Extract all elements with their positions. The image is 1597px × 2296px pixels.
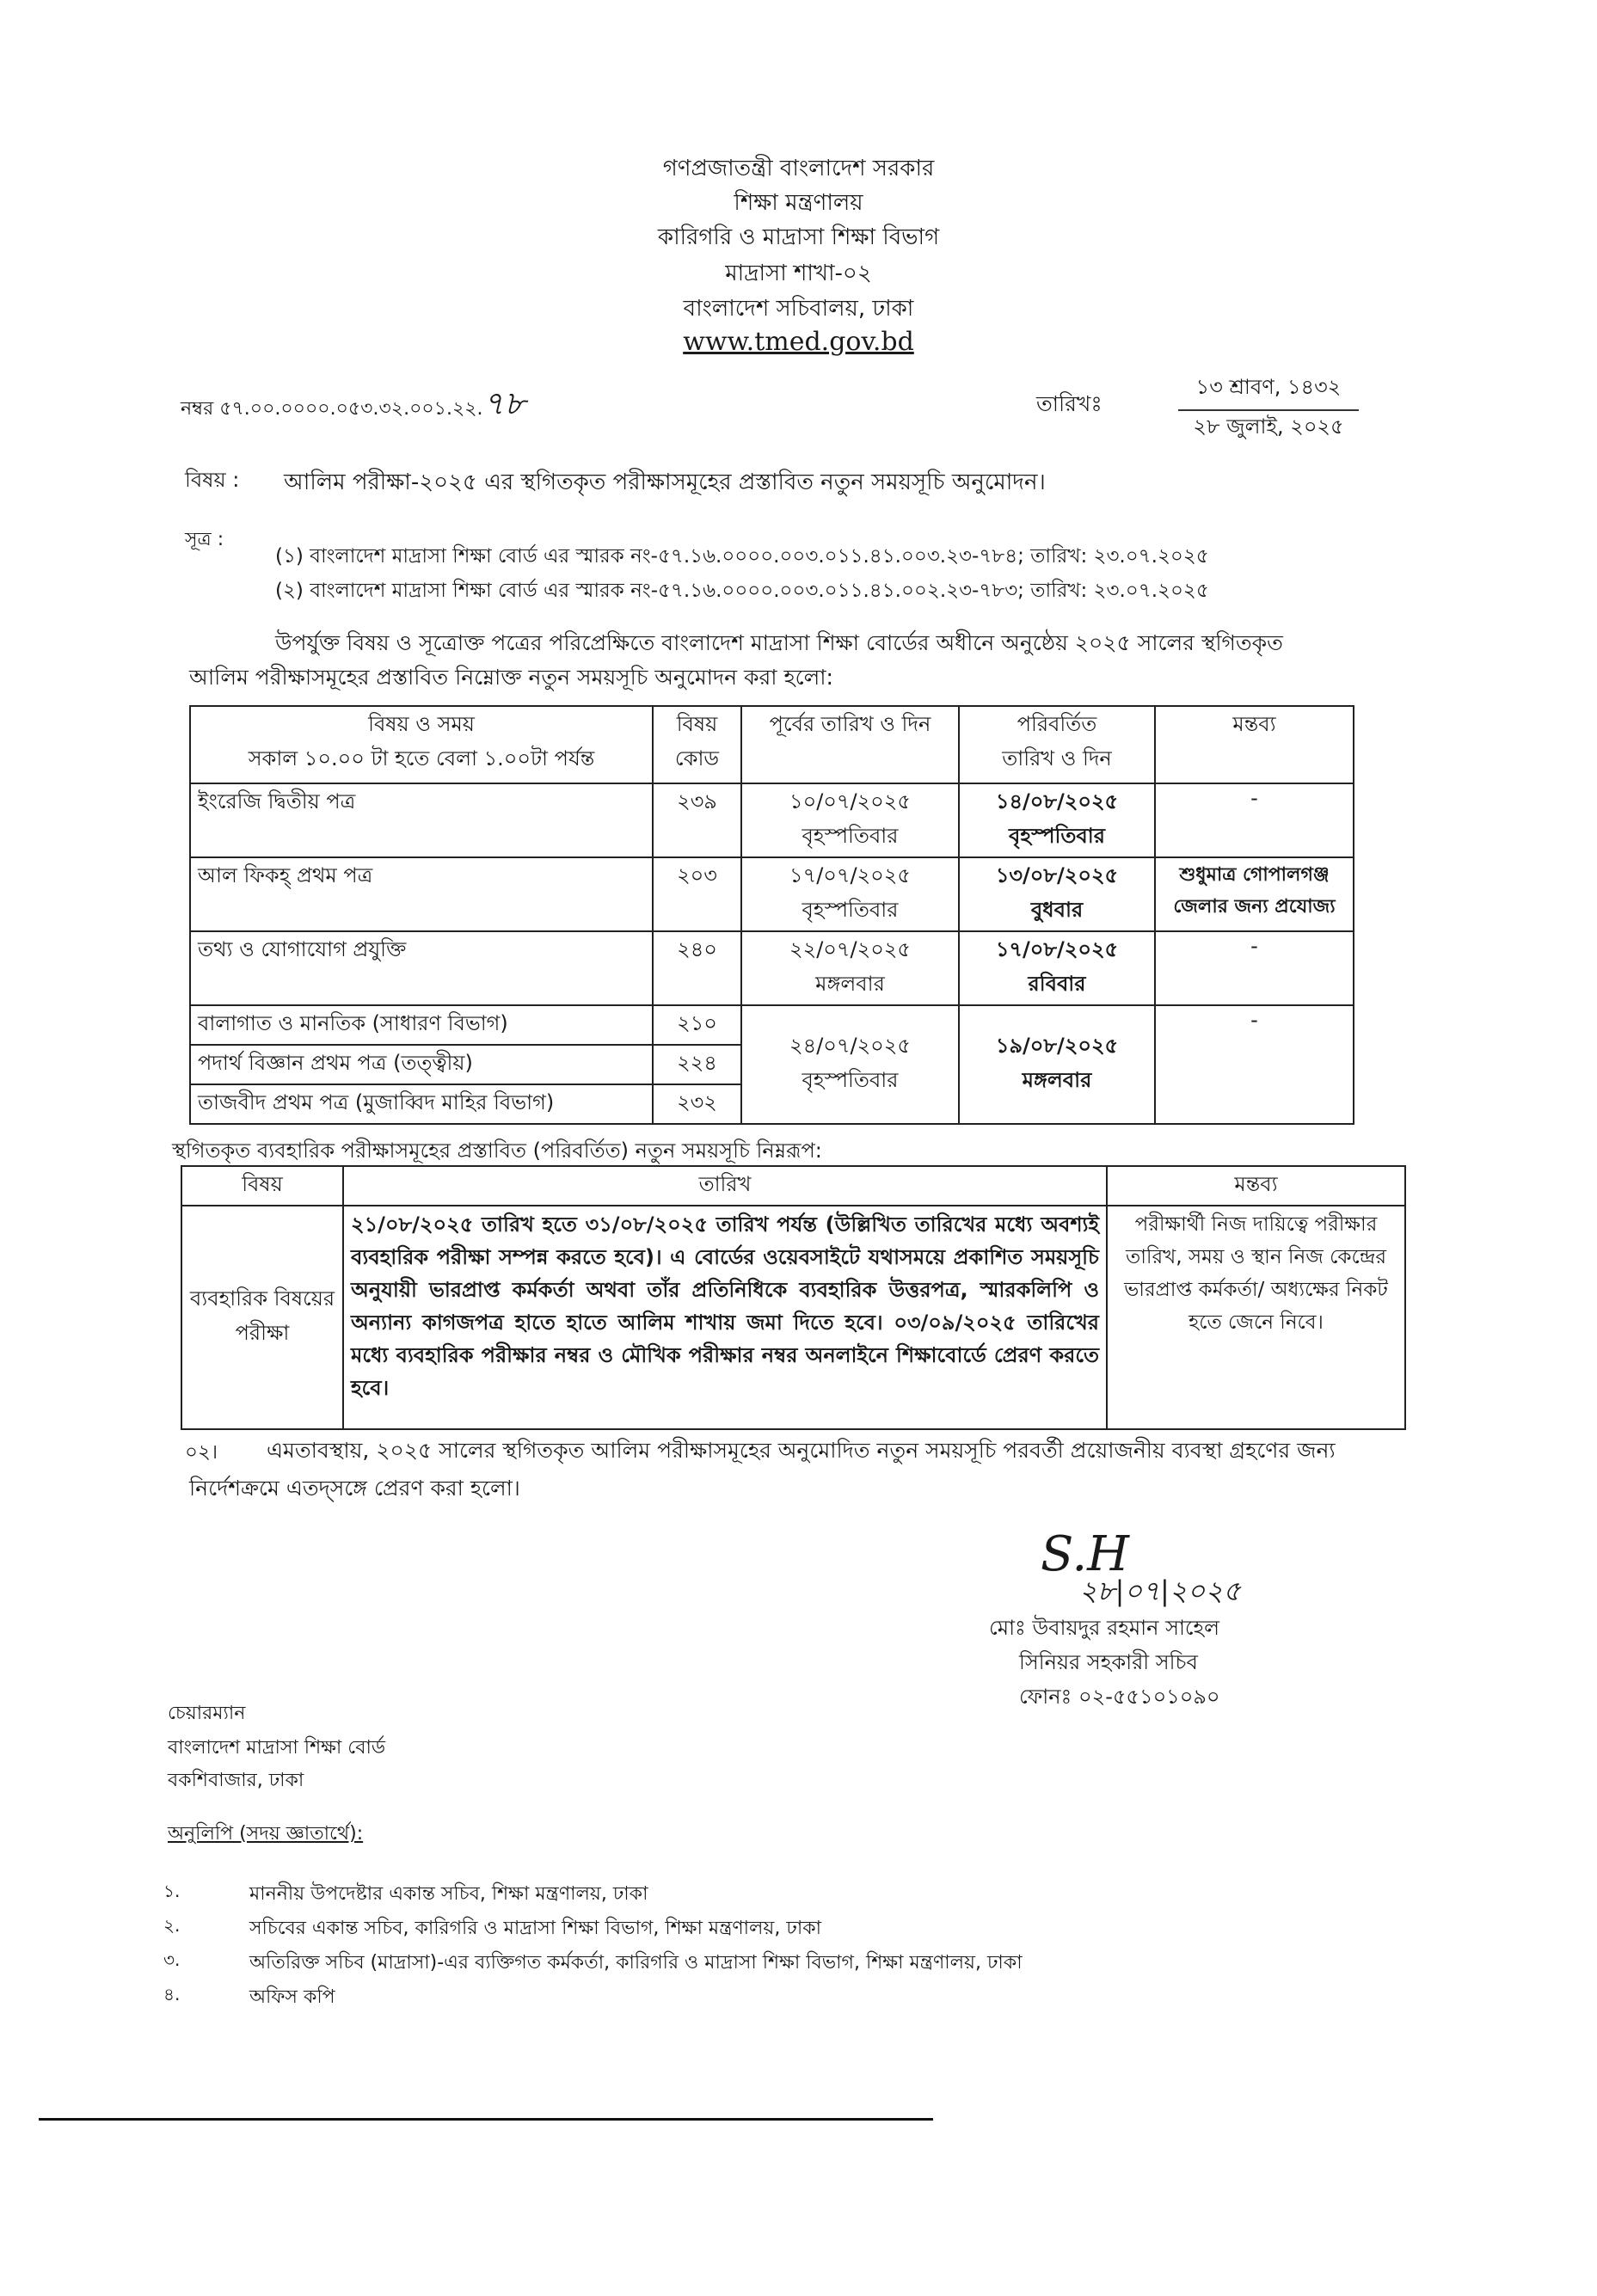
list-item: মাননীয় উপদেষ্টার একান্ত সচিব, শিক্ষা মন্ত্রণালয়, ঢাকা	[249, 1883, 648, 1905]
row-subject: ইংরেজি দ্বিতীয় পত্র	[190, 783, 653, 857]
list-item: অফিস কপি	[249, 1986, 335, 2008]
signatory-name: মোঃ উবায়দুর রহমান সাহেল	[989, 1616, 1220, 1640]
practical-header-row	[181, 1166, 1405, 1206]
signatory-designation: সিনিয়র সহকারী সচিব	[1019, 1650, 1198, 1674]
branch-name: মাদ্রাসা শাখা-০২	[725, 261, 872, 286]
copy-heading: অনুলিপি (সদয় জ্ঞাতার্থে):	[168, 1823, 364, 1845]
practical-details: ২১/০৮/২০২৫ তারিখ হতে ৩১/০৮/২০২৫ তারিখ পর্যন্ত (উল্লিখিত তারিখের মধ্যে অবশ্যই ব্যবহারিক পরীক্ষা সম্পন্ন করতে হবে)। এ বোর্ডের ওয়েবসাইটে যথাসময়ে প্রকাশিত সময়সূচি অনুযায়ী ভারপ্রাপ্ত কর্মকর্তা অথবা তাঁর প্রতিনিধিকে ব্যবহারিক উত্তরপত্র, স্মারকলিপি ও অন্যান্য কাগজপত্র হাতে হাতে আলিম শাখায় জমা দিতে হবে। ০৩/০৯/২০২৫ তারিখের মধ্যে ব্যবহারিক পরীক্ষার নম্বর ও মৌখিক পরীক্ষার নম্বর অনলাইনে শিক্ষাবোর্ডে প্রেরণ করতে হবে।	[343, 1206, 1107, 1429]
header-changed-label-2: তারিখ ও দিন	[1002, 746, 1112, 770]
division-name: কারিগরি ও মাদ্রাসা শিক্ষা বিভাগ	[657, 224, 940, 250]
list-item-number: ৪.	[163, 1984, 181, 2004]
list-item-number: ১.	[163, 1881, 181, 1901]
row-previous-date: ১৭/০৭/২০২৫ বৃহস্পতিবার	[741, 857, 959, 931]
row-code: ২৩২	[653, 1084, 741, 1124]
schedule-header-row	[190, 706, 1354, 783]
practical-remarks: পরীক্ষার্থী নিজ দায়িত্বে পরীক্ষার তারিখ, সময় ও স্থান নিজ কেন্দ্রের ভারপ্রাপ্ত কর্মকর্তা/ অধ্যক্ষের নিকট হতে জেনে নিবে।	[1107, 1206, 1405, 1429]
govt-name: গণপ্রজাতন্ত্রী বাংলাদেশ সরকার	[662, 156, 935, 181]
list-item-number: ৩.	[163, 1949, 181, 1970]
row-subject: বালাগাত ও মানতিক (সাধারণ বিভাগ)	[190, 1005, 653, 1045]
subject-text: আলিম পরীক্ষা-২০২৫ এর স্থগিতকৃত পরীক্ষাসমূহের প্রস্তাবিত নতুন সময়সূচি অনুমোদন।	[284, 470, 1046, 495]
practical-header-remarks: মন্তব্য	[1107, 1166, 1405, 1206]
header-remarks: মন্তব্য	[1155, 706, 1354, 783]
list-item-number: ২.	[163, 1915, 181, 1936]
header-previous-date: পূর্বের তারিখ ও দিন	[741, 706, 959, 783]
website-link[interactable]: www.tmed.gov.bd	[683, 327, 914, 357]
date-label: তারিখঃ	[1036, 391, 1103, 416]
list-item: সচিবের একান্ত সচিব, কারিগরি ও মাদ্রাসা শিক্ষা বিভাগ, শিক্ষা মন্ত্রণালয়, ঢাকা	[249, 1918, 821, 1939]
header-code	[653, 706, 741, 783]
row-new-date: ১৩/০৮/২০২৫ বুধবার	[959, 857, 1155, 931]
row-subject: আল ফিকহ্ প্রথম পত্র	[190, 857, 653, 931]
closing-number: ০২।	[185, 1441, 218, 1464]
schedule-table	[189, 705, 1354, 1125]
header-changed-label-1: পরিবর্তিত	[1017, 712, 1097, 736]
header-subject-time	[190, 706, 653, 783]
date-english: ২৮ জুলাই, ২০২৫	[1193, 414, 1344, 439]
recipient-title: চেয়ারম্যান	[168, 1703, 246, 1724]
row-remarks: -	[1155, 931, 1354, 1005]
header-changed-date	[959, 706, 1155, 783]
ministry-name: শিক্ষা মন্ত্রণালয়	[734, 190, 863, 216]
row-remarks: শুধুমাত্র গোপালগঞ্জ জেলার জন্য প্রযোজ্য	[1155, 857, 1354, 931]
practical-subject: ব্যবহারিক বিষয়ের পরীক্ষা	[181, 1206, 343, 1429]
footer-divider	[39, 2118, 933, 2121]
row-code: ২৪০	[653, 931, 741, 1005]
practical-intro: স্থগিতকৃত ব্যবহারিক পরীক্ষাসমূহের প্রস্তাবিত (পরিবর্তিত) নতুন সময়সূচি নিম্নরূপ:	[172, 1139, 822, 1163]
table-row	[190, 931, 1354, 1005]
practical-header-date: তারিখ	[343, 1166, 1107, 1206]
memo-number	[181, 378, 525, 433]
row-subject: তাজবীদ প্রথম পত্র (মুজাব্বিদ মাহির বিভাগ)	[190, 1084, 653, 1124]
memo-number-value: ৫৭.০০.০০০০.০৫৩.৩২.০০১.২২.	[219, 398, 483, 420]
table-row	[181, 1206, 1405, 1429]
memo-number-label: নম্বর	[181, 398, 214, 420]
intro-line-2: আলিম পরীক্ষাসমূহের প্রস্তাবিত নিম্নোক্ত নতুন সময়সূচি অনুমোদন করা হলো:	[189, 665, 833, 690]
row-new-date: ১৪/০৮/২০২৫ বৃহস্পতিবার	[959, 783, 1155, 857]
reference-item: (২) বাংলাদেশ মাদ্রাসা শিক্ষা বোর্ড এর স্মারক নং-৫৭.১৬.০০০০.০০৩.০১১.৪১.০০২.২৩-৭৮৩; তারিখ: ২৩.০৭.২০২৫	[275, 580, 1209, 602]
row-subject: তথ্য ও যোগাযোগ প্রযুক্তি	[190, 931, 653, 1005]
row-remarks: -	[1155, 1005, 1354, 1124]
row-code: ২০৩	[653, 857, 741, 931]
header-subject-time-label: বিষয় ও সময়	[368, 712, 475, 736]
table-row	[190, 783, 1354, 857]
signature-date: ২৮|০৭|২০২৫	[1079, 1575, 1241, 1607]
row-code: ২৩৯	[653, 783, 741, 857]
closing-text: এমতাবস্থায়, ২০২৫ সালের স্থগিতকৃত আলিম পরীক্ষাসমূহের অনুমোদিত নতুন সময়সূচি পরবর্তী প্রয়োজনীয় ব্যবস্থা গ্রহণের জন্য নির্দেশক্রমে এতদ্‌সঙ্গে প্রেরণ করা হলো।	[189, 1438, 1336, 1501]
table-row	[190, 1005, 1354, 1045]
header-code-label-2: কোড	[674, 746, 720, 770]
row-previous-date: ১০/০৭/২০২৫ বৃহস্পতিবার	[741, 783, 959, 857]
row-code: ২১০	[653, 1005, 741, 1045]
row-new-date: ১৯/০৮/২০২৫ মঙ্গলবার	[959, 1005, 1155, 1124]
recipient-org: বাংলাদেশ মাদ্রাসা শিক্ষা বোর্ড	[168, 1737, 386, 1759]
recipient-address: বকশিবাজার, ঢাকা	[168, 1770, 304, 1791]
row-new-date: ১৭/০৮/২০২৫ রবিবার	[959, 931, 1155, 1005]
reference-item: (১) বাংলাদেশ মাদ্রাসা শিক্ষা বোর্ড এর স্মারক নং-৫৭.১৬.০০০০.০০৩.০১১.৪১.০০৩.২৩-৭৮৪; তারিখ: ২৩.০৭.২০২৫	[275, 545, 1209, 568]
address: বাংলাদেশ সচিবালয়, ঢাকা	[683, 296, 914, 322]
row-remarks: -	[1155, 783, 1354, 857]
memo-number-handwritten: ৭৮	[482, 384, 525, 422]
signature-scribble: S.H	[1041, 1526, 1130, 1582]
practical-header-subject: বিষয়	[181, 1166, 343, 1206]
list-item: অতিরিক্ত সচিব (মাদ্রাসা)-এর ব্যক্তিগত কর্মকর্তা, কারিগরি ও মাদ্রাসা শিক্ষা বিভাগ, শিক্ষা মন্ত্রণালয়, ঢাকা	[249, 1952, 1023, 1974]
row-code: ২২৪	[653, 1045, 741, 1084]
table-row	[190, 857, 1354, 931]
header-time-range: সকাল ১০.০০ টা হতে বেলা ১.০০টা পর্যন্ত	[248, 746, 595, 770]
practical-table	[181, 1165, 1406, 1430]
signatory-phone: ফোনঃ ০২-৫৫১০১০৯০	[1019, 1685, 1220, 1709]
header-code-label-1: বিষয়	[676, 712, 718, 736]
reference-label: সূত্র :	[185, 529, 224, 550]
row-subject: পদার্থ বিজ্ঞান প্রথম পত্র (তত্ত্বীয়)	[190, 1045, 653, 1084]
row-previous-date: ২২/০৭/২০২৫ মঙ্গলবার	[741, 931, 959, 1005]
intro-line-1: উপর্যুক্ত বিষয় ও সূত্রোক্ত পত্রের পরিপ্রেক্ষিতে বাংলাদেশ মাদ্রাসা শিক্ষা বোর্ডের অধীনে অনুষ্ঠেয় ২০২৫ সালের স্থগিতকৃত	[275, 630, 1283, 655]
row-previous-date: ২৪/০৭/২০২৫ বৃহস্পতিবার	[741, 1005, 959, 1124]
date-bangla: ১৩ শ্রাবণ, ১৪৩২	[1178, 371, 1359, 411]
subject-label: বিষয় :	[185, 468, 240, 492]
